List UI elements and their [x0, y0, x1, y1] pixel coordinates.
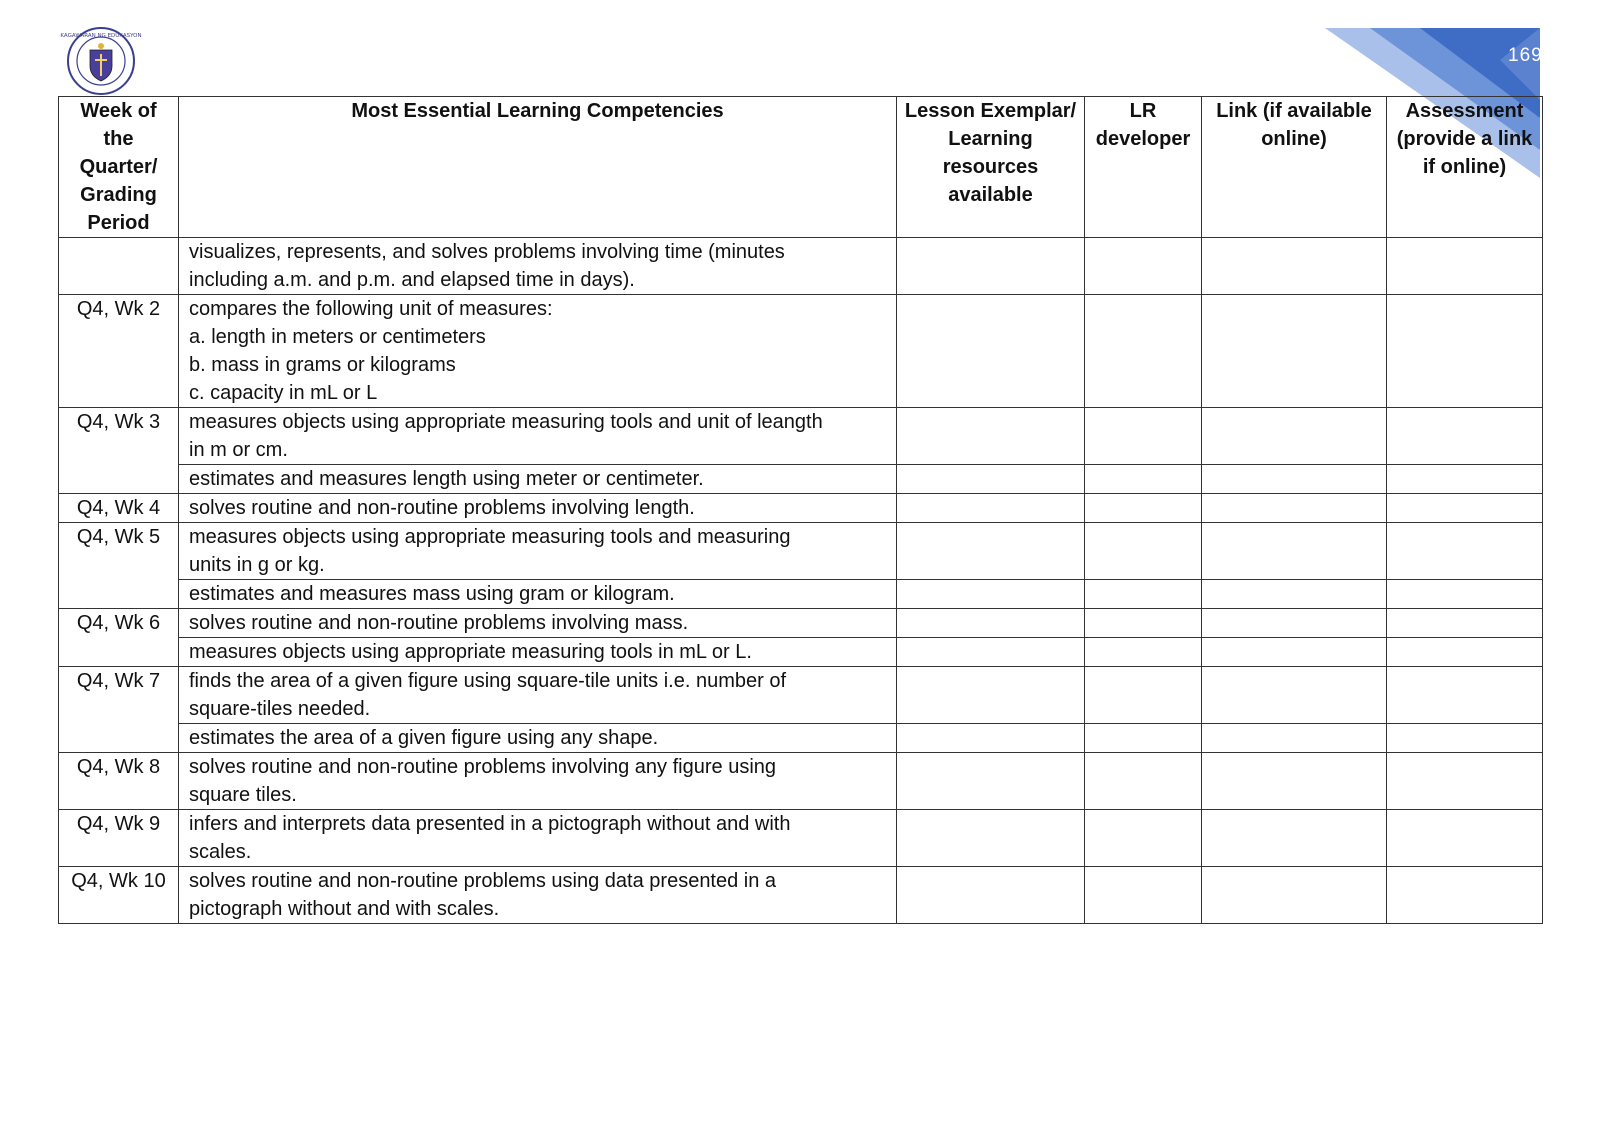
- lesson-exemplar-cell: [897, 724, 1085, 753]
- competency-line: scales.: [189, 841, 252, 863]
- competency-cell: [179, 523, 897, 580]
- assessment-cell: [1387, 810, 1543, 867]
- competency-cell: [179, 753, 897, 810]
- competency-cell: [179, 724, 897, 753]
- competency-line: square-tiles needed.: [189, 698, 371, 720]
- lr-developer-cell: [1085, 724, 1202, 753]
- lesson-exemplar-cell: [897, 295, 1085, 408]
- assessment-cell: [1387, 295, 1543, 408]
- table-row: [59, 609, 1543, 638]
- table-row: [59, 753, 1543, 810]
- link-cell: [1202, 867, 1387, 924]
- competency-line: solves routine and non-routine problems involving length.: [189, 497, 695, 519]
- lr-developer-cell: [1085, 609, 1202, 638]
- table-row: [59, 667, 1543, 724]
- competency-line: visualizes, represents, and solves problems involving time (minutes: [189, 241, 785, 263]
- competency-cell: [179, 408, 897, 465]
- deped-seal-icon: [60, 26, 142, 96]
- header-competencies: Most Essential Learning Competencies: [179, 97, 897, 238]
- link-cell: [1202, 238, 1387, 295]
- assessment-cell: [1387, 609, 1543, 638]
- table-body: [59, 238, 1543, 924]
- header-lesson-exemplar: Lesson Exemplar/ Learning resources available: [897, 97, 1085, 238]
- competency-cell: [179, 580, 897, 609]
- competency-line: infers and interprets data presented in a pictograph without and with: [189, 813, 791, 835]
- lr-developer-cell: [1085, 465, 1202, 494]
- header-link: Link (if available online): [1202, 97, 1387, 238]
- competency-line: estimates and measures mass using gram or kilogram.: [189, 583, 675, 605]
- week-cell: Q4, Wk 4: [59, 494, 179, 523]
- competency-cell: [179, 810, 897, 867]
- competency-line: estimates and measures length using meter or centimeter.: [189, 468, 704, 490]
- week-cell: Q4, Wk 3: [59, 408, 179, 494]
- lr-developer-cell: [1085, 867, 1202, 924]
- lesson-exemplar-cell: [897, 753, 1085, 810]
- lesson-exemplar-cell: [897, 580, 1085, 609]
- table-row: [59, 523, 1543, 580]
- competency-line: pictograph without and with scales.: [189, 898, 500, 920]
- header-assessment: Assessment (provide a link if online): [1387, 97, 1543, 238]
- lesson-exemplar-cell: [897, 523, 1085, 580]
- competency-line: solves routine and non-routine problems involving mass.: [189, 612, 689, 634]
- link-cell: [1202, 523, 1387, 580]
- lesson-exemplar-cell: [897, 494, 1085, 523]
- competency-line: solves routine and non-routine problems using data presented in a: [189, 870, 777, 892]
- lesson-exemplar-cell: [897, 238, 1085, 295]
- competency-line: measures objects using appropriate measuring tools and unit of leangth: [189, 411, 823, 433]
- lesson-exemplar-cell: [897, 609, 1085, 638]
- lesson-exemplar-cell: [897, 867, 1085, 924]
- table-row: [59, 494, 1543, 523]
- table-row: [59, 724, 1543, 753]
- week-cell: Q4, Wk 5: [59, 523, 179, 609]
- competency-cell: [179, 867, 897, 924]
- header-week: Week of the Quarter/ Grading Period: [59, 97, 179, 238]
- link-cell: [1202, 408, 1387, 465]
- lesson-exemplar-cell: [897, 810, 1085, 867]
- lesson-exemplar-cell: [897, 638, 1085, 667]
- table-row: [59, 810, 1543, 867]
- lesson-exemplar-cell: [897, 408, 1085, 465]
- link-cell: [1202, 667, 1387, 724]
- link-cell: [1202, 609, 1387, 638]
- competency-cell: [179, 638, 897, 667]
- week-cell: Q4, Wk 2: [59, 295, 179, 408]
- table-row: [59, 638, 1543, 667]
- link-cell: [1202, 465, 1387, 494]
- table-row: [59, 465, 1543, 494]
- lr-developer-cell: [1085, 638, 1202, 667]
- link-cell: [1202, 580, 1387, 609]
- week-cell: [59, 238, 179, 295]
- link-cell: [1202, 638, 1387, 667]
- competency-line: estimates the area of a given figure using any shape.: [189, 727, 659, 749]
- assessment-cell: [1387, 667, 1543, 724]
- logo-text: KAGAWARAN NG EDUKASYON: [60, 33, 142, 39]
- lr-developer-cell: [1085, 494, 1202, 523]
- table-row: [59, 408, 1543, 465]
- table-row: [59, 238, 1543, 295]
- lesson-exemplar-cell: [897, 667, 1085, 724]
- lr-developer-cell: [1085, 295, 1202, 408]
- lr-developer-cell: [1085, 523, 1202, 580]
- competency-cell: [179, 295, 897, 408]
- lr-developer-cell: [1085, 753, 1202, 810]
- competency-line: a. length in meters or centimeters: [189, 326, 486, 348]
- link-cell: [1202, 295, 1387, 408]
- competency-line: including a.m. and p.m. and elapsed time in days).: [189, 269, 635, 291]
- header-row: [59, 97, 1543, 238]
- competency-line: square tiles.: [189, 784, 297, 806]
- lesson-exemplar-cell: [897, 465, 1085, 494]
- competency-line: b. mass in grams or kilograms: [189, 354, 456, 376]
- lr-developer-cell: [1085, 667, 1202, 724]
- lr-developer-cell: [1085, 810, 1202, 867]
- competency-line: units in g or kg.: [189, 554, 325, 576]
- table-row: [59, 867, 1543, 924]
- assessment-cell: [1387, 580, 1543, 609]
- competency-cell: [179, 667, 897, 724]
- lr-developer-cell: [1085, 238, 1202, 295]
- link-cell: [1202, 753, 1387, 810]
- assessment-cell: [1387, 408, 1543, 465]
- lr-developer-cell: [1085, 408, 1202, 465]
- table-row: [59, 295, 1543, 408]
- melc-table: [58, 96, 1543, 924]
- header-lr-developer: LR developer: [1085, 97, 1202, 238]
- link-cell: [1202, 724, 1387, 753]
- assessment-cell: [1387, 238, 1543, 295]
- week-cell: Q4, Wk 10: [59, 867, 179, 924]
- competency-line: measures objects using appropriate measuring tools in mL or L.: [189, 641, 752, 663]
- competency-line: c. capacity in mL or L: [189, 382, 378, 404]
- competency-cell: [179, 494, 897, 523]
- assessment-cell: [1387, 638, 1543, 667]
- assessment-cell: [1387, 724, 1543, 753]
- lr-developer-cell: [1085, 580, 1202, 609]
- assessment-cell: [1387, 867, 1543, 924]
- page-number: 169: [1508, 45, 1543, 66]
- competency-line: solves routine and non-routine problems involving any figure using: [189, 756, 777, 778]
- week-cell: Q4, Wk 8: [59, 753, 179, 810]
- week-cell: Q4, Wk 7: [59, 667, 179, 753]
- competency-line: in m or cm.: [189, 439, 288, 461]
- week-cell: Q4, Wk 6: [59, 609, 179, 667]
- competency-cell: [179, 465, 897, 494]
- table-row: [59, 580, 1543, 609]
- link-cell: [1202, 810, 1387, 867]
- competency-line: finds the area of a given figure using square-tile units i.e. number of: [189, 670, 787, 692]
- week-cell: Q4, Wk 9: [59, 810, 179, 867]
- competency-line: measures objects using appropriate measuring tools and measuring: [189, 526, 791, 548]
- assessment-cell: [1387, 523, 1543, 580]
- link-cell: [1202, 494, 1387, 523]
- competency-line: compares the following unit of measures:: [189, 298, 553, 320]
- assessment-cell: [1387, 753, 1543, 810]
- competency-cell: [179, 238, 897, 295]
- assessment-cell: [1387, 465, 1543, 494]
- competency-cell: [179, 609, 897, 638]
- assessment-cell: [1387, 494, 1543, 523]
